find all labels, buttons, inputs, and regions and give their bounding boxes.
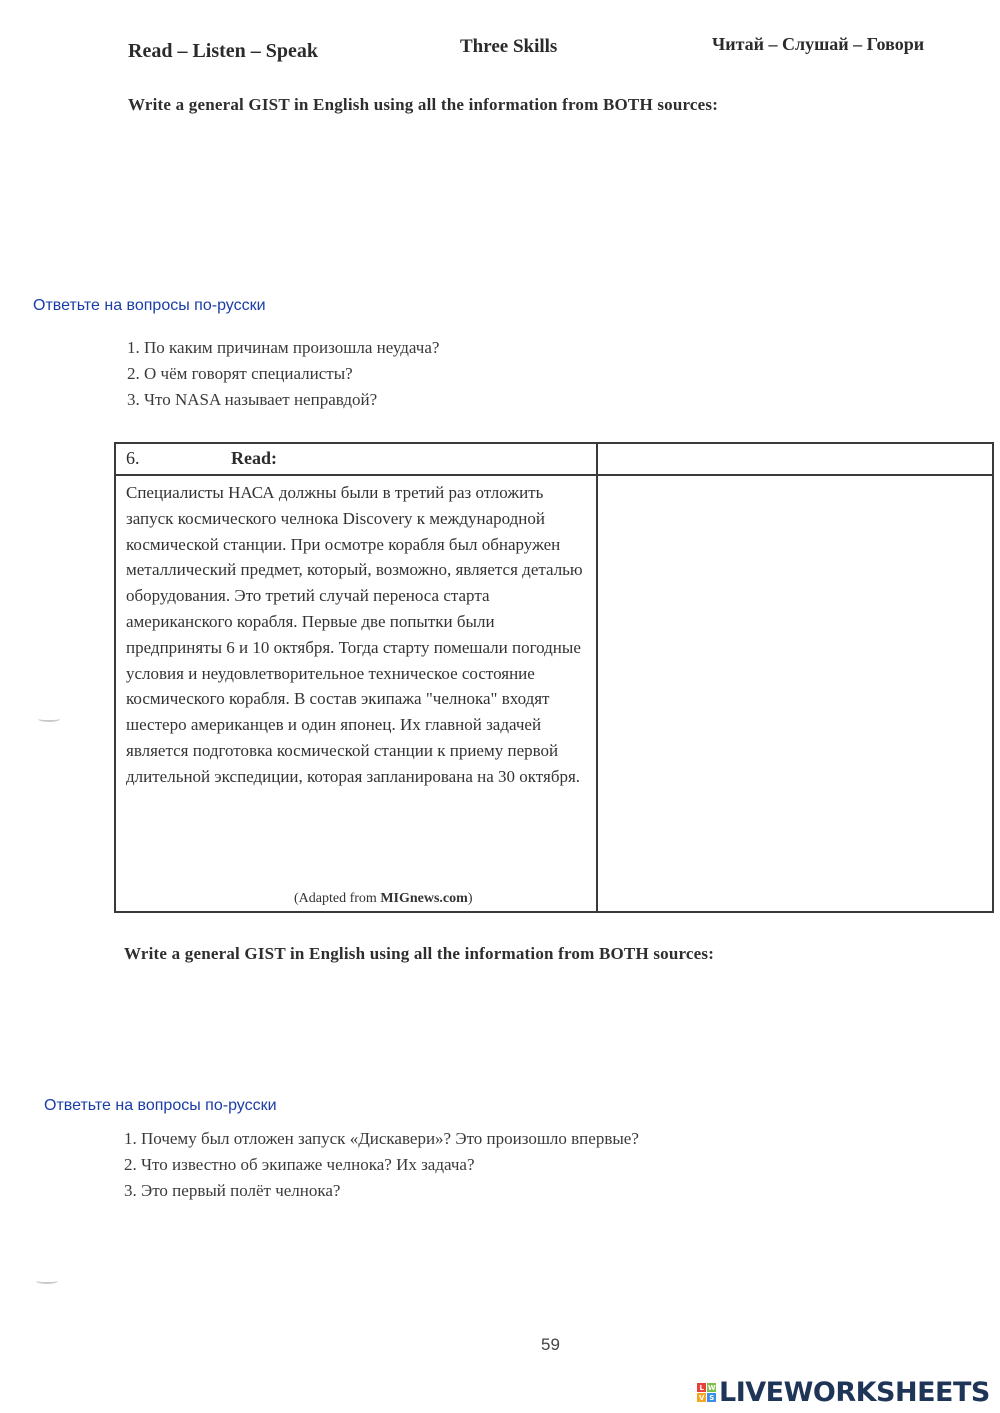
exercise-heading: Read: <box>231 448 277 468</box>
question-item: 3. Что NASA называет неправдой? <box>127 390 378 409</box>
table-divider-vertical <box>596 444 598 911</box>
exercise-number: 6. <box>126 448 140 468</box>
source-suffix: ) <box>467 891 473 906</box>
question-list-1 <box>127 335 439 413</box>
page-number: 59 <box>541 1335 560 1354</box>
source-name: MIGnews.com <box>380 891 468 906</box>
logo-cell: L <box>697 1383 706 1392</box>
source-citation <box>294 891 472 907</box>
question-list-2 <box>124 1126 639 1204</box>
logo-icon <box>697 1383 716 1402</box>
logo-cell: V <box>697 1393 706 1402</box>
header-left-title: Read – Listen – Speak <box>128 40 319 62</box>
liveworksheets-logo[interactable] <box>697 1377 990 1408</box>
scan-mark <box>38 716 60 722</box>
answer-prompt-1: Ответьте на вопросы по-русски <box>33 297 266 314</box>
scan-mark <box>36 1278 58 1284</box>
reading-table <box>114 442 994 913</box>
logo-cell: W <box>707 1383 716 1392</box>
table-divider-horizontal <box>116 474 992 476</box>
source-prefix: (Adapted from <box>294 891 381 906</box>
question-item: 3. Это первый полёт челнока? <box>124 1181 341 1200</box>
question-item: 1. Почему был отложен запуск «Дискавери»? Это произошло впервые? <box>124 1129 639 1148</box>
reading-text: Специалисты НАСА должны были в третий раз отложить запуск космического челнока Discovery к международной космической станции. При осмотре корабля был обнаружен металлический предмет, который, возможно, является деталью оборудования. Это третий случай переноса старта американского корабля. Первые две попытки были предприняты 6 и 10 октября. Тогда старту помешали погодные условия и неудовлетворительное техническое состояние космического корабля. В состав экипажа "челнока" входят шестеро американцев и один японец. Их главной задачей является подготовка космической станции к приему первой длительной экспедиции, которая запланирована на 30 октября. <box>126 483 583 786</box>
question-item: 2. Что известно об экипаже челнока? Их задача? <box>124 1155 475 1174</box>
header-right-title: Читай – Слушай – Говори <box>712 34 925 54</box>
header-center-title: Three Skills <box>460 36 558 57</box>
logo-text: LIVEWORKSHEETS <box>719 1377 990 1408</box>
logo-cell: S <box>707 1393 716 1402</box>
answer-prompt-2: Ответьте на вопросы по-русски <box>44 1097 277 1114</box>
gist-prompt-1: Write a general GIST in English using all the information from BOTH sources: <box>128 95 719 114</box>
question-item: 1. По каким причинам произошла неудача? <box>127 338 440 357</box>
gist-prompt-2: Write a general GIST in English using all the information from BOTH sources: <box>124 944 715 963</box>
question-item: 2. О чём говорят специалисты? <box>127 364 353 383</box>
